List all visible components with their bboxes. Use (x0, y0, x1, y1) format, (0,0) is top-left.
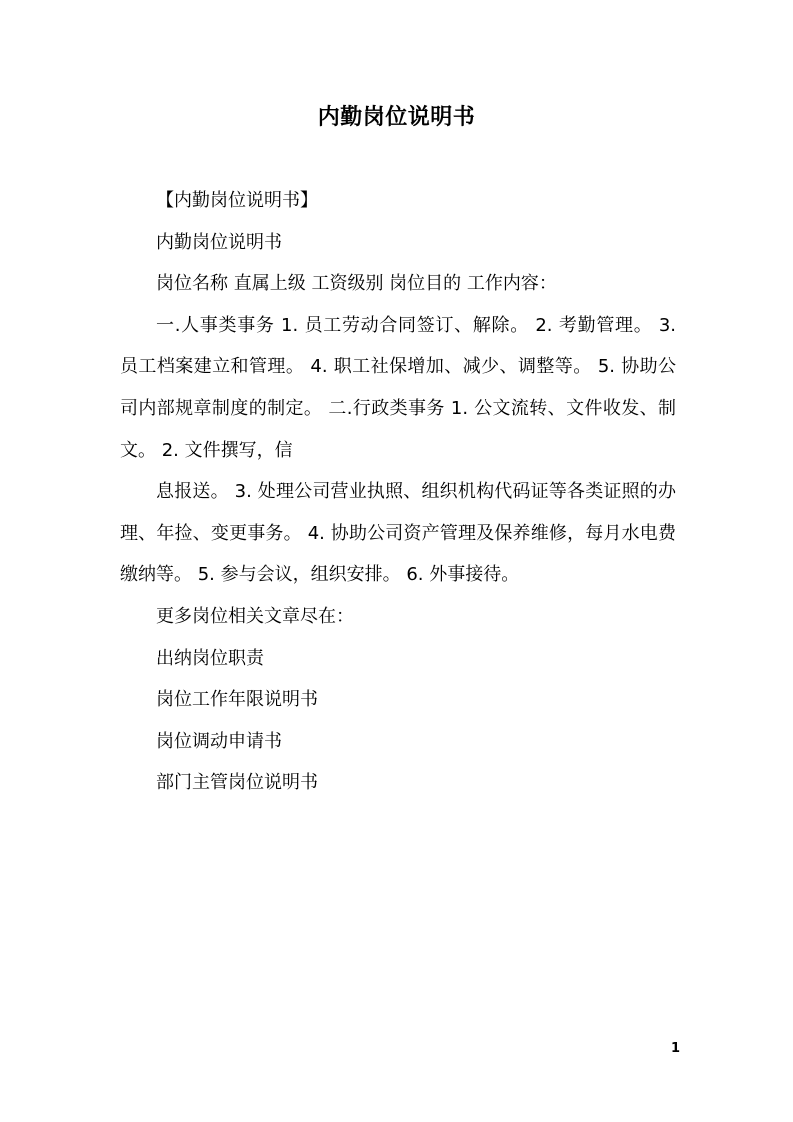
paragraph-subtitle: 内勤岗位说明书 (156, 231, 282, 253)
paragraph-bracket-title: 【内勤岗位说明书】 (156, 190, 318, 211)
related-link-cashier[interactable]: 出纳岗位职责 (156, 647, 264, 669)
paragraph-fields: 岗位名称 直属上级 工资级别 岗位目的 工作内容： (156, 273, 557, 295)
related-link-transfer[interactable]: 岗位调动申请书 (156, 730, 282, 752)
related-link-tenure[interactable]: 岗位工作年限说明书 (156, 689, 318, 711)
paragraph-duties-part-2: 息报送。 3. 处理公司营业执照、组织机构代码证等各类证照的办理、年捡、变更事务。 4. 协助公司资产管理及保养维修，每月水电费缴纳等。 5. 参与会议，组织安排。 6. 外事接待。 (120, 481, 676, 586)
document-body (120, 180, 676, 804)
paragraph-duties-part-1: 一.人事类事务 1. 员工劳动合同签订、解除。 2. 考勤管理。 3. 员工档案建立和管理。 4. 职工社保增加、减少、调整等。 5. 协助公司内部规章制度的制定。 二.行政类事务 1. 公文流转、文件收发、制文。 2. 文件撰写，信 (120, 314, 676, 461)
paragraph-more-articles: 更多岗位相关文章尽在： (156, 605, 354, 627)
document-title: 内勤岗位说明书 (317, 105, 476, 130)
page-number: 1 (670, 1041, 680, 1056)
related-link-supervisor[interactable]: 部门主管岗位说明书 (156, 772, 318, 794)
